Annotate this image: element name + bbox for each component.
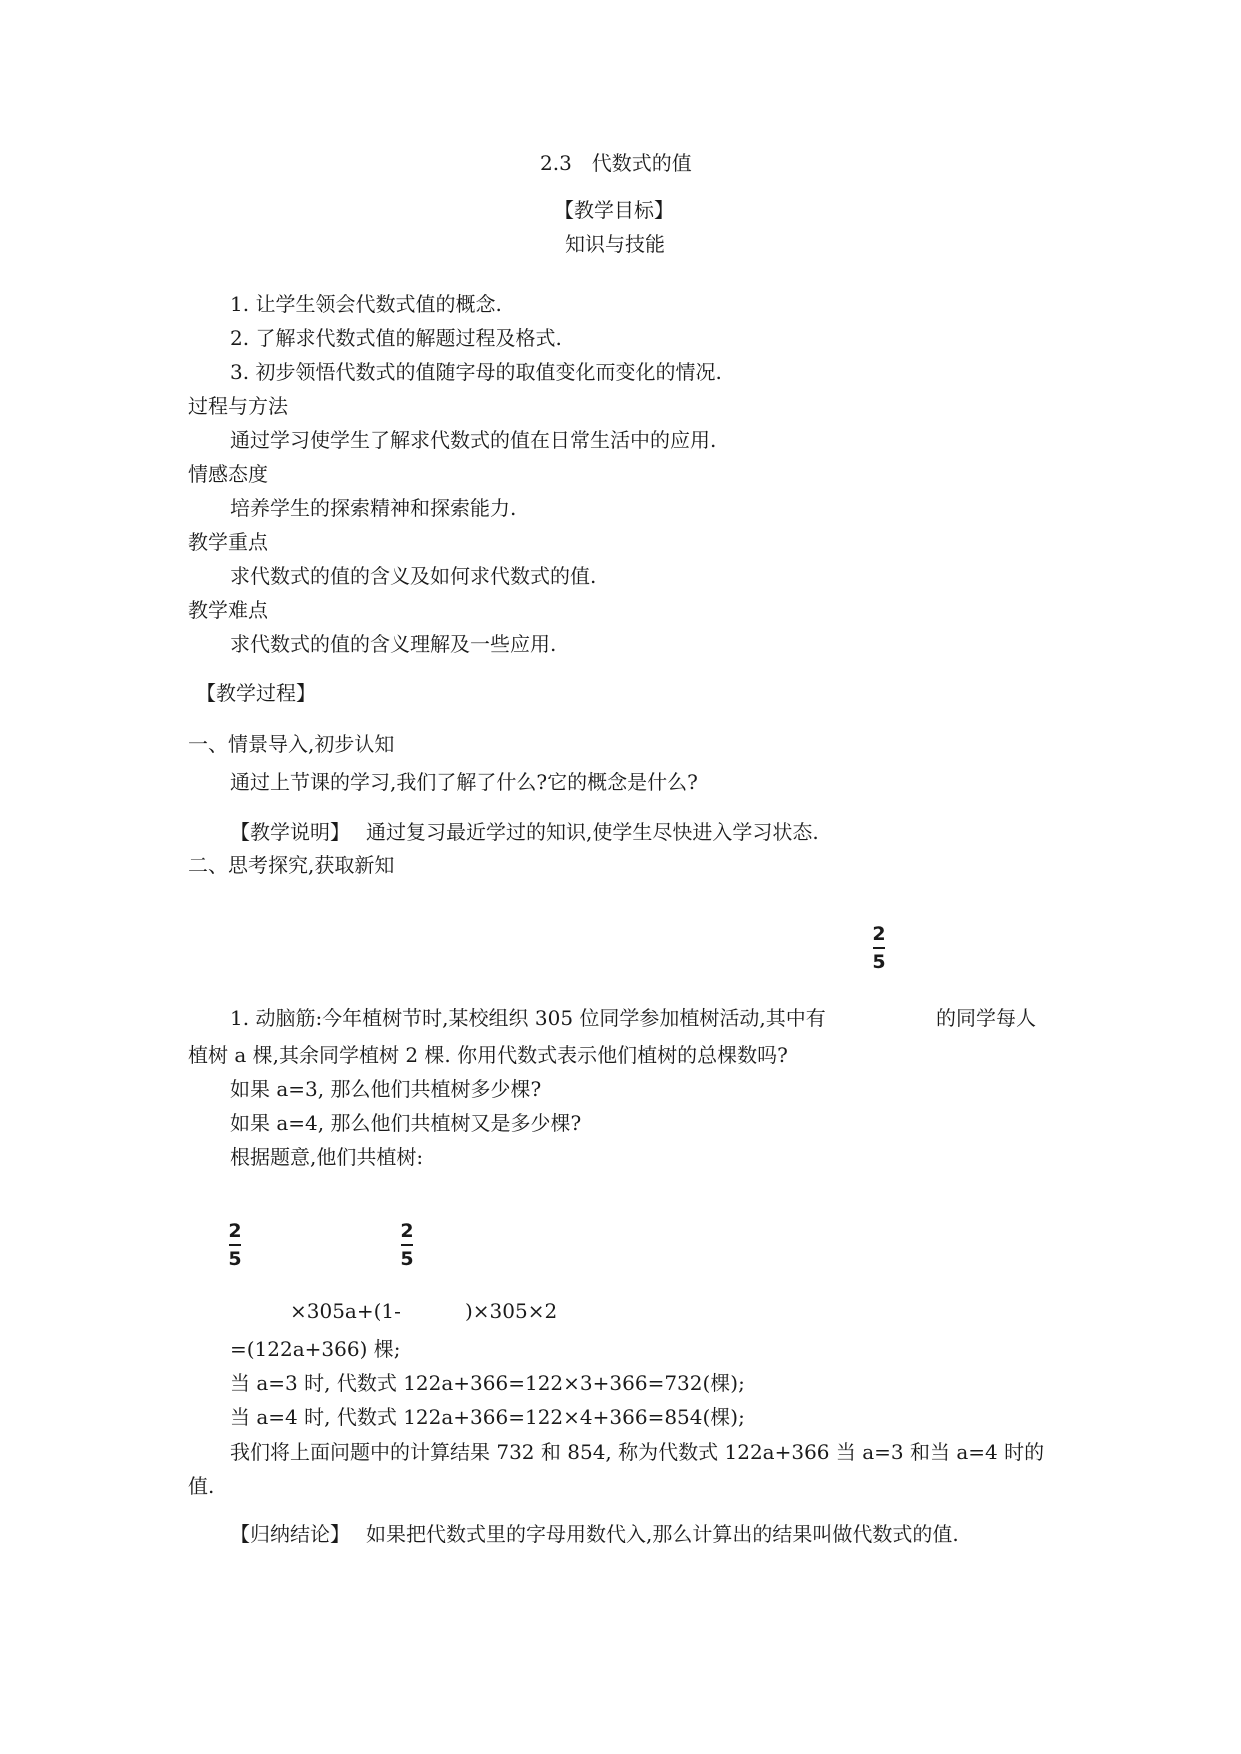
difficulty-heading: 教学难点 — [188, 598, 268, 622]
fraction-bar — [873, 947, 885, 949]
teaching-note — [230, 820, 819, 844]
objectives-heading: 【教学目标】 — [554, 198, 674, 222]
fraction-denominator: 5 — [228, 1248, 242, 1270]
problem-line-1-end: 的同学每人 — [936, 1006, 1036, 1030]
conclusion-line-2: 值. — [188, 1474, 215, 1498]
fraction-denominator: 5 — [872, 951, 886, 973]
teaching-note-text: 通过复习最近学过的知识,使学生尽快进入学习状态. — [366, 820, 819, 844]
expression-result: =(122a+366) 棵; — [230, 1337, 401, 1361]
objective-2: 2. 了解求代数式值的解题过程及格式. — [230, 326, 562, 350]
page-title: 2.3 代数式的值 — [540, 151, 692, 175]
fraction-bar — [229, 1244, 241, 1246]
part1-text: 通过上节课的学习,我们了解了什么?它的概念是什么? — [230, 770, 698, 794]
fraction-denominator: 5 — [400, 1248, 414, 1270]
fraction-numerator: 2 — [228, 1220, 242, 1242]
fraction-two-fifths — [225, 1221, 245, 1269]
fraction-bar — [401, 1244, 413, 1246]
part1-heading: 一、情景导入,初步认知 — [188, 732, 395, 756]
problem-line-2: 植树 a 棵,其余同学植树 2 棵. 你用代数式表示他们植树的总棵数吗? — [188, 1043, 788, 1067]
knowledge-skills-heading: 知识与技能 — [565, 232, 665, 256]
summary-conclusion — [230, 1522, 959, 1546]
problem-line-1-start: 1. 动脑筋:今年植树节时,某校组织 305 位同学参加植树活动,其中有 — [230, 1006, 826, 1030]
expression-part-2: )×305×2 — [465, 1299, 558, 1323]
objective-3: 3. 初步领悟代数式的值随字母的取值变化而变化的情况. — [230, 360, 722, 384]
key-point-text: 求代数式的值的含义及如何求代数式的值. — [230, 564, 597, 588]
teaching-note-label: 【教学说明】 — [230, 820, 350, 844]
question-a3: 如果 a=3, 那么他们共植树多少棵? — [230, 1077, 542, 1101]
attitude-text: 培养学生的探索精神和探索能力. — [230, 496, 517, 520]
process-method-heading: 过程与方法 — [188, 394, 288, 418]
case-a3: 当 a=3 时, 代数式 122a+366=122×3+366=732(棵); — [230, 1371, 745, 1395]
procedure-heading: 【教学过程】 — [196, 681, 316, 705]
solution-intro: 根据题意,他们共植树: — [230, 1145, 424, 1169]
fraction-two-fifths — [869, 924, 889, 972]
expression-part-1: ×305a+(1- — [290, 1299, 401, 1323]
summary-label: 【归纳结论】 — [230, 1522, 350, 1546]
key-point-heading: 教学重点 — [188, 530, 268, 554]
fraction-numerator: 2 — [400, 1220, 414, 1242]
fraction-numerator: 2 — [872, 923, 886, 945]
part2-heading: 二、思考探究,获取新知 — [188, 853, 395, 877]
fraction-two-fifths — [397, 1221, 417, 1269]
process-method-text: 通过学习使学生了解求代数式的值在日常生活中的应用. — [230, 428, 717, 452]
attitude-heading: 情感态度 — [188, 462, 268, 486]
difficulty-text: 求代数式的值的含义理解及一些应用. — [230, 632, 557, 656]
summary-text: 如果把代数式里的字母用数代入,那么计算出的结果叫做代数式的值. — [366, 1522, 959, 1546]
conclusion-line-1: 我们将上面问题中的计算结果 732 和 854, 称为代数式 122a+366 当 a=3 和当 a=4 时的 — [230, 1440, 1045, 1464]
objective-1: 1. 让学生领会代数式值的概念. — [230, 292, 502, 316]
question-a4: 如果 a=4, 那么他们共植树又是多少棵? — [230, 1111, 582, 1135]
case-a4: 当 a=4 时, 代数式 122a+366=122×4+366=854(棵); — [230, 1405, 745, 1429]
